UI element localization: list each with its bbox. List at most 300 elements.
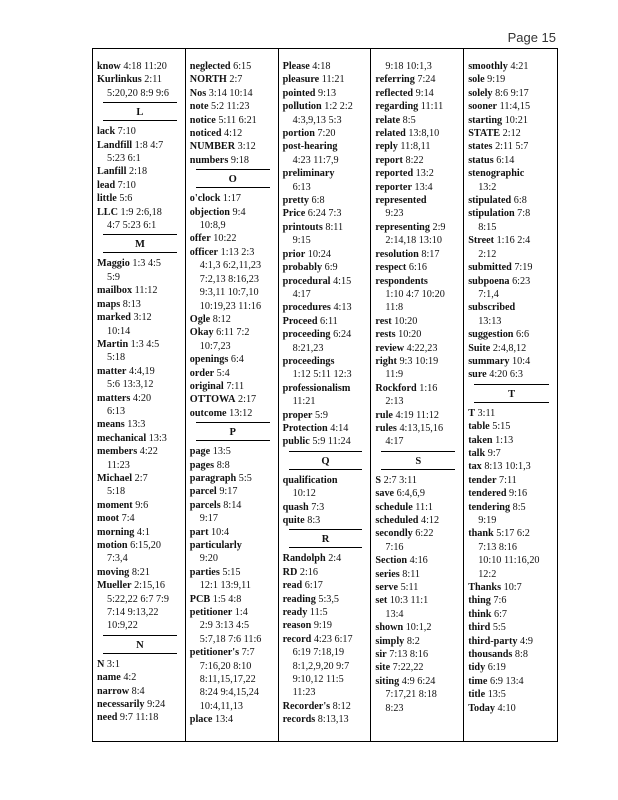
index-refs-continued: 9:18 10:1,3 (385, 61, 432, 72)
index-term: S (375, 474, 382, 486)
index-refs: 1:13 2:3 (220, 246, 255, 258)
index-refs: 5:4 (216, 367, 230, 379)
index-term: tender (468, 474, 497, 486)
index-refs: 8:22 (405, 154, 424, 166)
index-term: preliminary (282, 168, 335, 180)
index-entry (468, 100, 555, 113)
index-refs: 5:3,5 (318, 593, 340, 605)
index-entry (283, 73, 369, 86)
index-term: procedural (282, 275, 331, 287)
index-entry (97, 526, 183, 539)
index-term: Protection (282, 422, 328, 434)
index-entry (190, 326, 276, 339)
index-term: save (375, 488, 395, 500)
section-letter-heading (97, 100, 183, 125)
index-term: right (375, 355, 397, 367)
index-refs-continued: 6:13 (107, 405, 126, 417)
index-refs: 13:4 (214, 714, 234, 726)
index-term: reading (282, 593, 316, 605)
index-refs: 7:10 (117, 179, 136, 191)
index-entry (97, 139, 183, 152)
index-entry (375, 355, 461, 368)
index-term: stipulation (468, 208, 515, 220)
index-entry (375, 675, 461, 688)
index-entry (283, 579, 369, 592)
index-term: page (189, 446, 211, 458)
index-term: respect (375, 262, 407, 274)
index-refs-continued: 8:11,15,17,22 (199, 674, 256, 686)
index-refs: 4:22,23 (406, 342, 438, 354)
index-entry (375, 315, 461, 328)
index-term: moment (97, 499, 133, 511)
index-entry (190, 353, 276, 366)
index-entry (190, 246, 276, 259)
index-term: motion (97, 540, 128, 551)
index-entry (190, 593, 276, 606)
index-refs: 2:16 (299, 566, 318, 578)
index-refs: 8:3 (307, 515, 321, 526)
section-letter-heading (190, 167, 276, 192)
index-entry (283, 409, 369, 422)
index-term: Section (375, 555, 408, 567)
index-refs-continued: 7:17,21 8:18 (385, 689, 437, 701)
index-refs-continued: 2:13 (385, 396, 404, 408)
index-term: siting (375, 675, 400, 687)
index-term: officer (189, 246, 219, 258)
index-refs-continued: 2:9 3:13 4:5 (199, 620, 250, 632)
index-entry (190, 485, 276, 498)
index-entry (190, 380, 276, 393)
index-term: report (375, 154, 403, 166)
index-term: parcels (189, 499, 221, 511)
index-entry (468, 407, 555, 420)
index-entry (468, 275, 555, 288)
index-entry (283, 606, 369, 619)
index-refs-continued: 7:3,4 (107, 553, 128, 565)
index-refs-continued: 11:9 (385, 369, 404, 381)
index-term: tax (468, 461, 482, 473)
index-entry (283, 422, 369, 435)
index-refs: 4:21 (510, 61, 529, 72)
index-entry (468, 368, 555, 381)
index-refs: 2:11 (144, 74, 163, 86)
index-term: Randolph (282, 553, 326, 565)
index-entry (97, 125, 183, 138)
index-refs: 7:11 (226, 380, 245, 392)
index-refs: 9:18 (230, 154, 249, 166)
index-term: third-party (468, 635, 518, 647)
index-entry (190, 154, 276, 167)
index-entry (97, 338, 183, 351)
index-refs: 10:3 11:1 (389, 595, 429, 607)
index-refs: 1:17 (222, 193, 242, 205)
index-refs: 6:15 (233, 61, 252, 72)
index-term: Price (282, 208, 306, 220)
index-entry (468, 688, 555, 701)
index-entry (468, 581, 555, 594)
index-refs: 13:5 (487, 689, 506, 701)
index-entry (190, 367, 276, 380)
index-refs: 8:14 (223, 499, 242, 511)
index-refs-continued: 7:2,13 8:16,23 (199, 273, 259, 285)
index-entry (283, 501, 369, 514)
index-entry (375, 127, 461, 140)
index-entry (190, 100, 276, 113)
index-entry (375, 527, 461, 540)
index-refs: 6:7 (493, 608, 507, 620)
index-entry (375, 581, 461, 594)
index-term: summary (468, 355, 510, 367)
index-entry (468, 328, 555, 341)
index-refs: 10:4 (512, 355, 531, 367)
index-entry (190, 539, 276, 552)
index-refs: 4:12 (224, 128, 243, 140)
index-entry (375, 114, 461, 127)
index-refs: 8:12 (212, 313, 231, 325)
index-term: Okay (189, 327, 214, 339)
index-entry (468, 501, 555, 514)
index-refs: 8:4 (131, 685, 145, 697)
index-entry (190, 472, 276, 485)
index-refs: 10:7 (503, 582, 522, 594)
index-term: submitted (468, 262, 512, 274)
index-refs: 8:5 (512, 501, 526, 513)
index-refs: 13:4 (414, 181, 433, 193)
index-refs: 4:12 (420, 515, 440, 526)
index-refs: 6:23 (512, 275, 531, 287)
index-term: proceeding (282, 329, 331, 341)
index-refs: 1:9 2:6,18 (120, 206, 162, 218)
index-term: original (189, 380, 224, 392)
index-refs: 6:8 (513, 195, 527, 207)
index-term: thousands (468, 649, 513, 661)
index-refs-continued: 4:1,3 6:2,11,23 (199, 260, 262, 272)
index-refs: 9:7 (487, 447, 501, 459)
index-refs: 1:5 4:8 (212, 593, 242, 605)
index-term: tendered (468, 488, 507, 500)
index-refs-continued: 9:3,11 10:7,10 (199, 287, 259, 299)
index-refs: 11:1 (415, 501, 434, 513)
index-entry (283, 207, 369, 220)
index-refs: 13:8,10 (408, 128, 440, 140)
index-term: printouts (282, 221, 323, 233)
index-term: third (468, 622, 491, 634)
index-term: numbers (189, 154, 229, 166)
index-term: taken (468, 434, 493, 446)
index-entry (97, 392, 183, 405)
index-refs: 10:20 (398, 329, 422, 341)
index-entry (283, 140, 369, 153)
index-refs-continued: 10:14 (107, 325, 131, 337)
index-refs: 4:4,19 (128, 365, 155, 377)
index-term: rests (375, 329, 396, 341)
index-entry (375, 554, 461, 567)
index-entry (468, 608, 555, 621)
index-refs: 8:11 (402, 568, 420, 580)
index-entry (375, 87, 461, 100)
index-entry (190, 407, 276, 420)
index-refs: 8:2 (406, 635, 420, 647)
index-term: shown (375, 622, 404, 634)
index-entry (468, 474, 555, 487)
index-refs: 11:4,15 (499, 101, 531, 113)
index-term: lead (97, 179, 116, 191)
index-refs: 7:19 (514, 262, 533, 274)
index-entry (97, 192, 183, 205)
index-entry (283, 566, 369, 579)
index-term: Please (282, 61, 310, 72)
index-entry (468, 621, 555, 634)
index-entry (468, 447, 555, 460)
index-refs: 11:8,11 (400, 141, 431, 153)
index-refs: 3:12 (237, 141, 256, 153)
index-column (279, 49, 372, 741)
index-refs: 5:17 6:2 (496, 528, 530, 540)
index-entry (468, 420, 555, 433)
index-term: thing (468, 595, 491, 607)
index-entry (375, 409, 461, 422)
index-entry (97, 365, 183, 378)
index-refs-continued: 12:2 (478, 568, 497, 580)
index-term: resolution (375, 248, 419, 260)
index-refs: 8:6 9:17 (495, 87, 529, 99)
index-term: time (468, 675, 488, 687)
index-refs: 6:24 (333, 329, 352, 341)
index-refs: 10:20 (394, 315, 418, 327)
index-entry (97, 73, 183, 86)
index-refs-continued: 2:12 (478, 248, 497, 260)
index-refs-continued: 7:14 9:13,22 (107, 607, 159, 619)
index-refs: 11:5 (309, 607, 328, 619)
index-entry (190, 459, 276, 472)
index-entry (468, 60, 555, 73)
index-entry (97, 671, 183, 684)
index-refs: 2:7 3:11 (383, 474, 417, 486)
index-term: order (189, 367, 215, 379)
index-entry (283, 87, 369, 100)
index-term: subpoena (468, 275, 510, 287)
index-refs: 13:2 (415, 168, 434, 180)
index-refs: 2:4,8,12 (492, 342, 527, 354)
index-entry (375, 342, 461, 355)
index-term: place (189, 714, 213, 726)
index-entry (283, 167, 369, 180)
index-refs: 1:3 4:5 (130, 338, 160, 350)
index-refs-continued: 5:22,22 6:7 7:9 (107, 593, 169, 605)
index-refs-continued: 9:10,12 11:5 (292, 674, 344, 686)
index-refs: 9:7 11:18 (119, 712, 159, 724)
index-refs-continued: 11:8 (385, 302, 404, 314)
index-term: rule (375, 409, 393, 421)
index-entry (468, 301, 555, 314)
index-term: scheduled (375, 515, 419, 526)
index-term: pages (189, 459, 215, 471)
index-entry (97, 539, 183, 552)
index-refs: 5:15 (222, 566, 241, 578)
index-refs: 5:2 11:23 (211, 101, 250, 113)
index-refs: 2:15,16 (134, 580, 165, 592)
index-term: moving (97, 566, 130, 578)
index-entry (97, 472, 183, 485)
index-term: part (189, 526, 209, 538)
index-entry (468, 434, 555, 447)
index-entry (468, 648, 555, 661)
index-term: representing (375, 221, 430, 233)
index-term: N (97, 658, 105, 670)
index-entry (283, 593, 369, 606)
index-term: OTTOWA (189, 394, 236, 406)
index-entry (375, 594, 461, 607)
index-term: outcome (189, 407, 227, 419)
index-entry (190, 127, 276, 140)
index-refs-continued: 10:10 11:16,20 (478, 555, 540, 567)
index-refs-continued: 5:18 (107, 352, 126, 364)
index-term: NORTH (189, 74, 227, 86)
index-refs: 13:5 (212, 446, 231, 458)
index-refs: 6:17 (304, 580, 323, 592)
index-refs: 4:9 (519, 635, 534, 647)
index-refs: 2:7 (134, 472, 148, 484)
index-entry (468, 661, 555, 674)
index-term: Rockford (375, 382, 417, 394)
index-term: site (375, 662, 391, 674)
index-refs-continued: 8:15 (478, 221, 497, 233)
index-entry (190, 646, 276, 659)
page-number: Page 15 (507, 30, 556, 45)
index-refs: 3:11 (477, 407, 496, 419)
index-entry (97, 257, 183, 270)
index-term: respondents (375, 275, 428, 287)
index-entry (468, 127, 555, 140)
index-column (464, 49, 557, 741)
index-refs: 3:1 (106, 658, 120, 670)
index-term: mechanical (97, 432, 147, 444)
index-term: proceedings (282, 355, 335, 367)
index-term: ready (282, 607, 308, 619)
index-term: T (468, 407, 475, 419)
index-term: sure (468, 369, 487, 381)
index-refs-continued: 10:9,22 (107, 620, 138, 632)
index-term: marked (97, 312, 131, 324)
section-letter-heading (97, 633, 183, 658)
index-refs-continued: 5:9 (107, 271, 121, 283)
index-refs: 4:19 11:12 (395, 409, 439, 421)
section-letter: O (228, 174, 237, 186)
index-refs: 8:8 (514, 649, 528, 661)
index-refs: 4:16 (409, 555, 428, 567)
index-refs: 5:11 6:21 (218, 114, 257, 126)
index-refs-continued: 5:20,20 8:9 9:6 (107, 87, 169, 99)
index-term: petitioner's (189, 647, 240, 659)
index-term: members (97, 446, 138, 458)
index-refs: 6:22 (415, 528, 434, 540)
index-term: reporter (375, 181, 412, 193)
index-term: RD (282, 566, 298, 578)
index-refs: 4:9 6:24 (401, 675, 436, 687)
index-term: Recorder's (282, 700, 331, 712)
index-refs: 6:4,6,9 (396, 488, 425, 500)
index-refs-continued: 7:1,4 (478, 288, 499, 300)
index-term: little (97, 193, 117, 205)
index-refs-continued: 2:14,18 13:10 (385, 235, 442, 247)
index-entry (468, 594, 555, 607)
index-term: public (282, 436, 310, 448)
index-term: referring (375, 74, 415, 86)
index-term: title (468, 689, 486, 701)
section-letter: L (136, 107, 144, 119)
index-entry (97, 60, 183, 73)
index-term: means (97, 419, 125, 431)
index-refs: 7:3 (311, 501, 325, 513)
index-term: o'clock (189, 193, 221, 205)
index-refs-continued: 9:20 (199, 553, 218, 565)
index-refs-continued: 8:21,23 (292, 342, 324, 354)
index-refs: 7:10 (117, 126, 136, 138)
index-refs: 4:23 6:17 (313, 633, 353, 645)
index-entry (375, 221, 461, 234)
index-term: tendering (468, 501, 511, 513)
index-entry (375, 422, 461, 435)
index-refs: 8:13 (122, 298, 141, 310)
index-entry (375, 100, 461, 113)
index-entry (283, 100, 369, 113)
index-term: need (97, 712, 118, 724)
index-refs: 9:16 (509, 488, 528, 500)
index-entry (283, 474, 369, 487)
index-refs-continued: 11:23 (292, 687, 316, 699)
index-refs: 13:12 (229, 407, 253, 419)
index-refs: 1:8 4:7 (134, 139, 164, 151)
index-entry (190, 606, 276, 619)
index-term: related (375, 128, 406, 140)
index-refs: 13:3 (127, 419, 146, 431)
index-entry (97, 165, 183, 178)
index-refs: 4:15 (333, 275, 352, 287)
index-term: Thanks (468, 582, 502, 594)
index-column (371, 49, 464, 741)
index-entry (468, 460, 555, 473)
index-term: thank (468, 528, 494, 540)
index-term: objection (189, 206, 230, 218)
index-refs: 6:8 (311, 195, 325, 207)
index-term: PCB (189, 593, 211, 605)
index-refs: 6:4 (230, 354, 244, 366)
index-entry (97, 311, 183, 324)
index-term: smoothly (468, 61, 508, 72)
index-term: review (375, 342, 405, 354)
index-term: regarding (375, 101, 419, 113)
index-refs: 8:8 (216, 459, 230, 471)
section-letter: M (134, 239, 145, 251)
index-term: Martin (97, 338, 129, 350)
index-term: think (468, 608, 492, 620)
index-entry (190, 87, 276, 100)
index-entry (283, 633, 369, 646)
index-entry (283, 127, 369, 140)
index-refs: 7:22,22 (392, 662, 424, 674)
index-refs: 7:7 (241, 647, 255, 659)
index-refs-continued: 10:19,23 11:16 (199, 300, 262, 312)
index-term: stipulated (468, 195, 512, 207)
index-refs: 4:20 (132, 392, 152, 404)
index-entry (283, 194, 369, 207)
index-entry (375, 181, 461, 194)
index-term: relate (375, 114, 401, 126)
index-entry (283, 275, 369, 288)
index-refs-continued: 5:6 13:3,12 (107, 379, 154, 391)
index-entry (283, 355, 369, 368)
index-refs: 9:19 (313, 620, 332, 632)
